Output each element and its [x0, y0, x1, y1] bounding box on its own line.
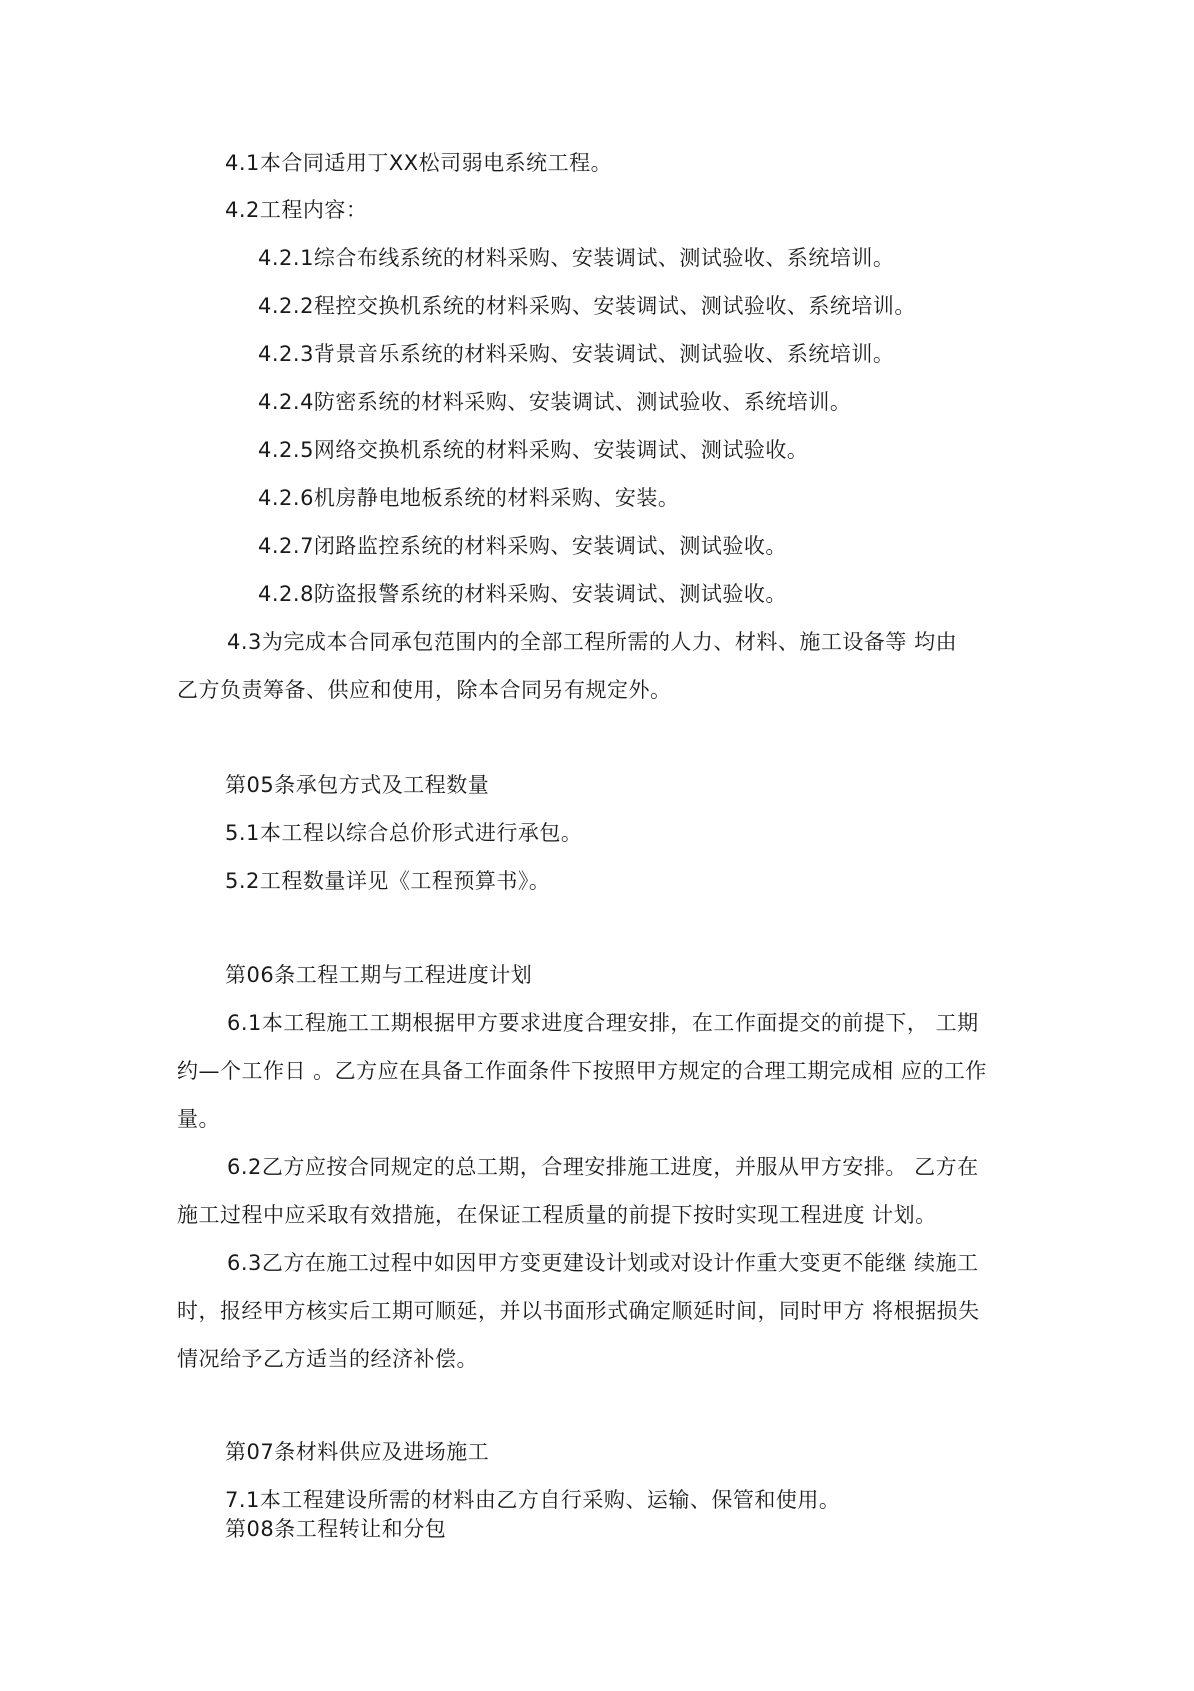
clause-6-2-line-2: 施工过程中应采取有效措施，在保证工程质量的前提下按时实现工程进度 计划。 [177, 1203, 937, 1227]
clause-4-2-2: 4.2.2程控交换机系统的材料采购、安装调试、测试验收、系统培训。 [258, 294, 916, 318]
article-06-heading: 第06条工程工期与工程进度计划 [225, 963, 533, 987]
clause-4-2-6: 4.2.6机房静电地板系统的材料采购、安装。 [258, 486, 680, 510]
clause-6-3-line-2: 时，报经甲方核实后工期可顺延，并以书面形式确定顺延时间，同时甲方 将根据损失 [177, 1299, 980, 1323]
clause-4-2-3: 4.2.3背景音乐系统的材料采购、安装调试、测试验收、系统培训。 [258, 342, 895, 366]
clause-6-1-line-2: 约—个工作日 。乙方应在具备工作面条件下按照甲方规定的合理工期完成相 应的工作 [177, 1059, 987, 1083]
article-05-heading: 第05条承包方式及工程数量 [225, 773, 490, 797]
article-07-heading: 第07条材料供应及进场施工 [225, 1440, 490, 1464]
clause-4-2-4: 4.2.4防密系统的材料采购、安装调试、测试验收、系统培训。 [258, 390, 852, 414]
clause-6-1-line-3: 量。 [177, 1107, 220, 1131]
clause-4-3-line-2: 乙方负责筹备、供应和使用，除本合同另有规定外。 [177, 678, 672, 702]
clause-4-2-1: 4.2.1综合布线系统的材料采购、安装调试、测试验收、系统培训。 [258, 246, 895, 270]
clause-4-3-line-1: 4.3为完成本合同承包范围内的全部工程所需的人力、材料、施工设备等 均由 [227, 630, 958, 654]
clause-5-1: 5.1本工程以综合总价形式进行承包。 [225, 821, 583, 845]
clause-6-3-line-3: 情况给予乙方适当的经济补偿。 [177, 1347, 478, 1371]
clause-4-2: 4.2工程内容： [225, 198, 368, 222]
clause-6-2-line-1: 6.2乙方应按合同规定的总工期，合理安排施工进度，并服从甲方安排。 乙方在 [227, 1155, 979, 1179]
clause-4-2-7: 4.2.7闭路监控系统的材料采购、安装调试、测试验收。 [258, 534, 787, 558]
article-08-heading: 第08条工程转让和分包 [225, 1517, 447, 1541]
clause-4-2-8: 4.2.8防盗报警系统的材料采购、安装调试、测试验收。 [258, 582, 787, 606]
clause-5-2: 5.2工程数量详见《工程预算书》。 [225, 869, 551, 893]
clause-6-3-line-1: 6.3乙方在施工过程中如因甲方变更建设计划或对设计作重大变更不能继 续施工 [227, 1251, 979, 1275]
clause-4-2-5: 4.2.5网络交换机系统的材料采购、安装调试、测试验收。 [258, 438, 809, 462]
clause-7-1: 7.1本工程建设所需的材料由乙方自行采购、运输、保管和使用。 [225, 1488, 841, 1512]
clause-4-1: 4.1本合同适用丁XX松司弱电系统工程。 [225, 151, 613, 175]
clause-6-1-line-1: 6.1本工程施工工期根据甲方要求进度合理安排，在工作面提交的前提下， 工期 [227, 1011, 979, 1035]
